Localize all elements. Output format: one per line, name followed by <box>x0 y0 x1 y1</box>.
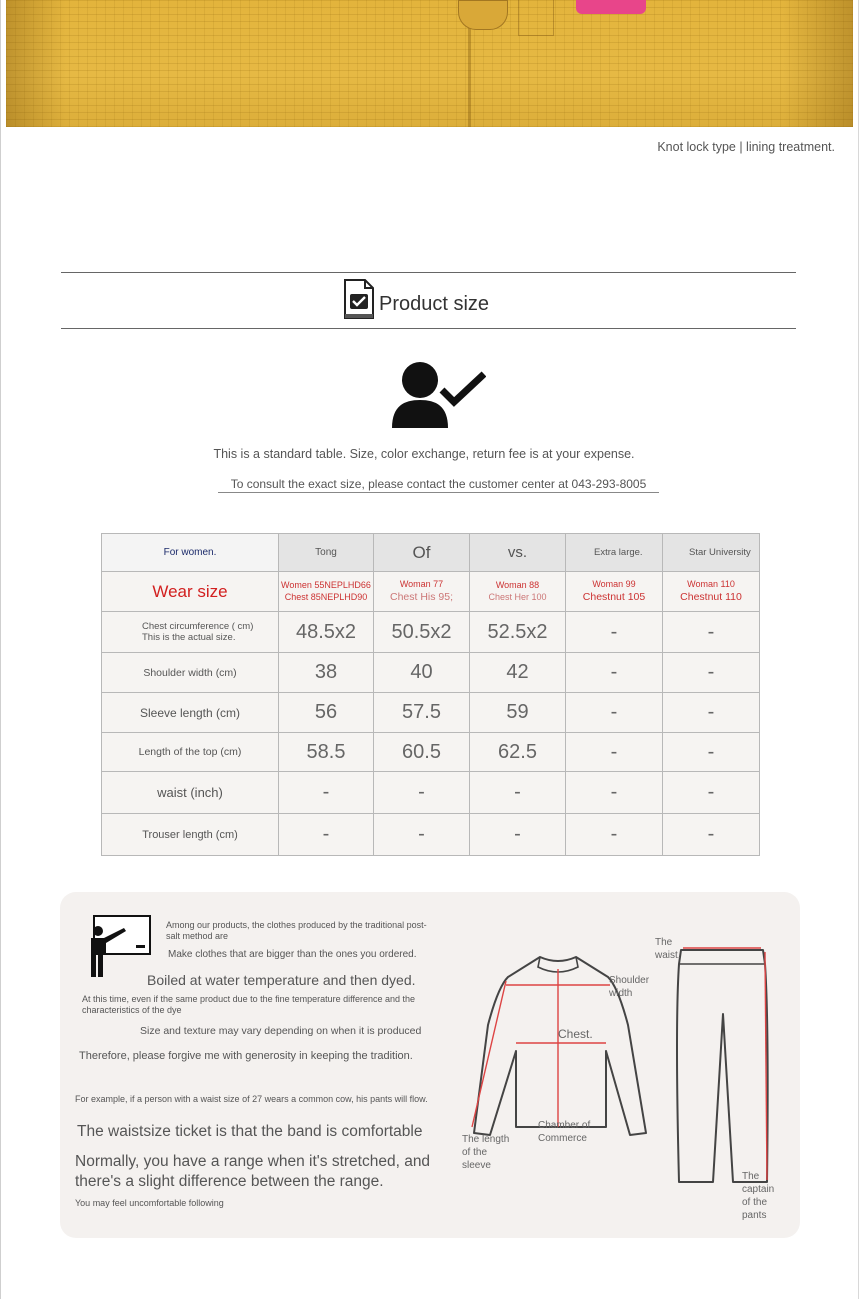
table-cell: - <box>374 772 470 814</box>
info-text: Make clothes that are bigger than the ones you ordered. <box>168 949 417 960</box>
contact-link[interactable]: To consult the exact size, please contact the customer center at 043-293-8005 <box>218 477 659 493</box>
table-cell: 59 <box>470 693 566 733</box>
table-header-cell: Of <box>374 534 470 572</box>
table-cell: 42 <box>470 653 566 693</box>
info-text: At this time, even if the same product due to the fine temperature difference and the characteristics of the dye <box>82 994 416 1016</box>
info-text: Boiled at water temperature and then dyed. <box>147 972 416 988</box>
table-cell: - <box>663 612 760 653</box>
document-check-icon <box>343 278 375 320</box>
table-cell: - <box>663 772 760 814</box>
table-cell: 48.5x2 <box>279 612 374 653</box>
table-cell: 38 <box>279 653 374 693</box>
teacher-board-icon <box>86 913 152 979</box>
table-header-cell: Star University <box>663 534 760 572</box>
table-cell: 50.5x2 <box>374 612 470 653</box>
table-cell: - <box>566 653 663 693</box>
table-row <box>102 653 760 693</box>
info-text: Size and texture may vary depending on when it is produced <box>140 1025 422 1037</box>
table-header-row <box>102 534 760 572</box>
table-cell: - <box>279 814 374 856</box>
table-header-cell: Extra large. <box>566 534 663 572</box>
table-row-label: Chest circumference ( cm) This is the actual size. <box>102 612 279 653</box>
table-cell: 56 <box>279 693 374 733</box>
chest-label: Chest. <box>558 1027 593 1041</box>
knot-button <box>458 0 508 30</box>
table-cell: 57.5 <box>374 693 470 733</box>
table-cell: - <box>470 814 566 856</box>
notice-text: This is a standard table. Size, color exchange, return fee is at your expense. <box>213 447 635 461</box>
table-header-cell: Tong <box>279 534 374 572</box>
sleeve-length-label: The length of the sleeve <box>462 1134 510 1171</box>
table-row-label: Shoulder width (cm) <box>102 653 279 693</box>
size-table <box>101 533 760 856</box>
waist-label: The waist. <box>655 937 681 961</box>
pants-measurement-diagram <box>673 944 773 1189</box>
table-header-cell: For women. <box>102 534 279 572</box>
info-text: Normally, you have a range when it's stretched, and there's a slight difference between the range. <box>75 1153 431 1191</box>
table-cell: 52.5x2 <box>470 612 566 653</box>
table-cell: - <box>566 612 663 653</box>
info-text: For example, if a person with a waist size of 27 wears a common cow, his pants will flow. <box>75 1094 428 1104</box>
pants-length-label: The captain of the pants <box>742 1171 775 1221</box>
table-cell: Woman 88 Chest Her 100 <box>470 572 566 612</box>
chamber-label: Chamber of Commerce <box>538 1120 591 1144</box>
table-cell: - <box>279 772 374 814</box>
table-row <box>102 814 760 856</box>
table-row-label: Length of the top (cm) <box>102 733 279 772</box>
table-row-label: Sleeve length (cm) <box>102 693 279 733</box>
table-cell: - <box>663 693 760 733</box>
table-cell: - <box>374 814 470 856</box>
table-cell: - <box>566 814 663 856</box>
table-header-cell: vs. <box>470 534 566 572</box>
table-cell: 58.5 <box>279 733 374 772</box>
table-cell: - <box>663 814 760 856</box>
table-cell: - <box>566 733 663 772</box>
table-cell: 62.5 <box>470 733 566 772</box>
page-border-right <box>858 0 859 1299</box>
table-cell: Women 55NEPLHD66 Chest 85NEPLHD90 <box>279 572 374 612</box>
product-photo <box>6 0 853 127</box>
section-divider-bottom <box>61 328 796 329</box>
shoulder-width-label: Shoulder width <box>609 975 650 999</box>
table-cell: - <box>566 772 663 814</box>
photo-caption: Knot lock type | lining treatment. <box>657 140 835 154</box>
info-text: Therefore, please forgive me with generosity in keeping the tradition. <box>79 1050 413 1062</box>
wear-size-label: Wear size <box>102 572 279 612</box>
table-row <box>102 733 760 772</box>
info-text: You may feel uncomfortable following <box>75 1198 224 1208</box>
table-cell: Woman 99 Chestnut 105 <box>566 572 663 612</box>
table-row-label: waist (inch) <box>102 772 279 814</box>
table-cell: 40 <box>374 653 470 693</box>
section-title: Product size <box>379 293 490 315</box>
table-row <box>102 772 760 814</box>
page-border-left <box>0 0 1 1299</box>
info-text: The waistsize ticket is that the band is comfortable <box>77 1123 423 1140</box>
table-row-wear-size <box>102 572 760 612</box>
user-check-icon <box>390 360 486 430</box>
section-divider-top <box>61 272 796 273</box>
table-cell: - <box>663 653 760 693</box>
table-cell: Woman 110 Chestnut 110 <box>663 572 760 612</box>
table-cell: - <box>663 733 760 772</box>
table-row-label: Trouser length (cm) <box>102 814 279 856</box>
table-cell: - <box>470 772 566 814</box>
table-row <box>102 693 760 733</box>
info-text: Among our products, the clothes produced by the traditional post-salt method are <box>166 920 427 942</box>
table-cell: 60.5 <box>374 733 470 772</box>
table-cell: Woman 77 Chest His 95; <box>374 572 470 612</box>
table-cell: - <box>566 693 663 733</box>
table-row <box>102 612 760 653</box>
